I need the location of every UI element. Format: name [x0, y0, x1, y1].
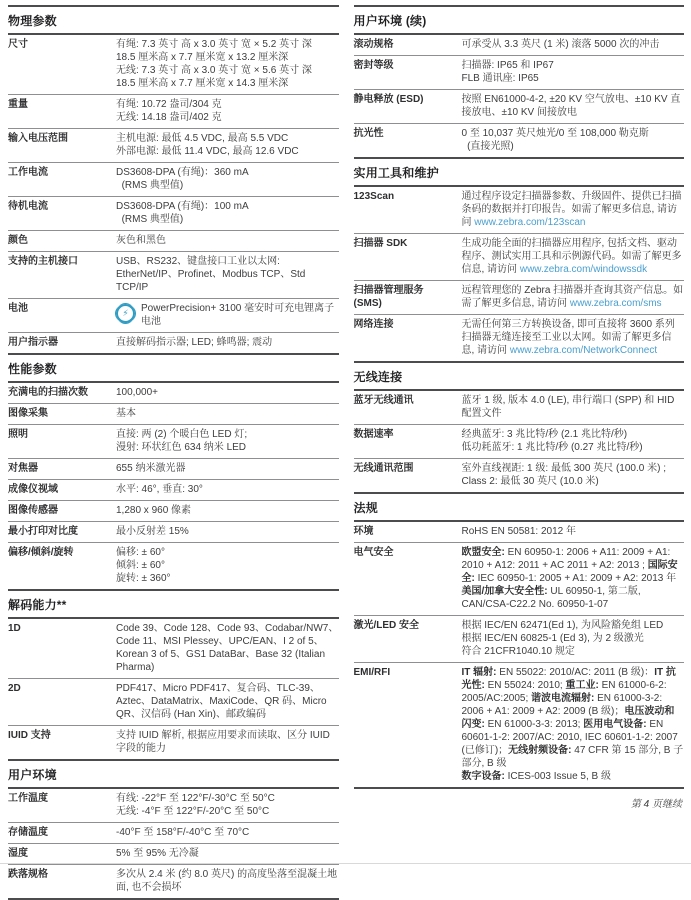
value-line: [116, 572, 339, 585]
value-line: [116, 559, 339, 572]
value-text: EN 61000-6-2: 2005/AC:2005;: [461, 680, 670, 704]
page-bottom-divider: [0, 863, 691, 864]
spec-label: 抗光性: [353, 128, 384, 139]
spec-section: [8, 589, 339, 759]
value-text: 100,000+: [116, 387, 158, 398]
value-text: EN 61000-3-2: 2006 + A1: 2009 + A2: 2009 (B 级)；: [461, 693, 665, 717]
spec-row: [8, 383, 339, 403]
spec-label: 网络连接: [353, 319, 394, 330]
spec-row: [8, 196, 339, 230]
value-text: 水平: 46°, 垂直: 30°: [116, 484, 203, 495]
spec-row: [354, 542, 685, 615]
spec-value: [116, 98, 339, 124]
value-line: [462, 462, 685, 488]
value-line: [462, 59, 685, 72]
value-line: [116, 483, 339, 496]
value-text: 有绳: 7.3 英寸 高 x 3.0 英寸 宽 × 5.2 英寸 深: [116, 39, 312, 50]
value-text: (直接光照): [461, 141, 514, 152]
spec-label: 待机电流: [8, 201, 48, 212]
spec-value: [462, 284, 685, 310]
spec-label: 照明: [8, 429, 28, 440]
value-text: 18.5 厘米高 x 7.7 厘米宽 x 14.3 厘米深: [116, 78, 289, 89]
value-text: 旋转: ± 360°: [116, 573, 171, 584]
value-text: 有线: -22°F 至 122°F/-30°C 至 50°C: [116, 793, 275, 804]
value-text: 国际安全:: [461, 560, 678, 584]
value-text: 无线: -4°F 至 122°F/-20°C 至 50°C: [116, 806, 270, 817]
spec-label: 成像仪视域: [8, 484, 58, 495]
spec-row: [354, 424, 685, 458]
spec-label: EMI/RFI: [353, 667, 391, 678]
section-title: 用户环境 (续): [354, 7, 685, 35]
external-link[interactable]: www.zebra.com/sms: [569, 298, 662, 309]
value-text: 通过程序设定扫描器参数、升级固件、提供已扫描条码的数据并打印报告。如需了解更多信息, 请访问: [461, 191, 682, 228]
value-line: [462, 318, 685, 357]
value-line: [116, 546, 339, 559]
value-line: [462, 546, 685, 585]
spec-label: 对焦器: [8, 463, 38, 474]
value-text: 655 纳米激光器: [116, 463, 186, 474]
value-text: IT 抗光性:: [461, 667, 676, 691]
value-text: 经典蓝牙: 3 兆比特/秒 (2.1 兆比特/秒): [461, 429, 628, 440]
spec-label: 工作温度: [8, 793, 48, 804]
value-line: [116, 729, 339, 755]
value-line: [116, 805, 339, 818]
value-text: 倾斜: ± 60°: [116, 560, 165, 571]
spec-row: [8, 725, 339, 759]
value-text: 数字设备:: [461, 771, 508, 782]
spec-label: 1D: [8, 623, 21, 634]
section-title: 解码能力**: [8, 591, 339, 619]
value-line: [462, 284, 685, 310]
spec-label: 充满电的扫描次数: [8, 387, 88, 398]
spec-row: [354, 123, 685, 157]
spec-value: [116, 847, 339, 860]
spec-label: 图像传感器: [8, 505, 58, 516]
value-line: [116, 111, 339, 124]
spec-row: [8, 542, 339, 589]
spec-label: 扫描器管理服务 (SMS): [353, 285, 424, 309]
value-text: EN 55024: 2010;: [487, 680, 566, 691]
value-text: 偏移: ± 60°: [116, 547, 165, 558]
value-text: 谐波电流辐射:: [531, 693, 598, 704]
value-text: 18.5 厘米高 x 7.7 厘米宽 x 13.2 厘米深: [116, 52, 289, 63]
value-line: [116, 868, 339, 894]
value-line: [116, 462, 339, 475]
value-text: IT 辐射:: [461, 667, 500, 678]
value-line: [116, 792, 339, 805]
spec-label: 扫描器 SDK: [353, 238, 408, 249]
spec-row: [8, 35, 339, 94]
spec-label: 跌落规格: [8, 869, 48, 880]
value-text: 欧盟安全:: [461, 547, 508, 558]
spec-value: [116, 826, 339, 839]
value-line: [116, 622, 339, 674]
spec-value: [462, 394, 685, 420]
value-line: [116, 38, 339, 51]
value-line: [462, 585, 685, 611]
spec-label: 电气安全: [353, 547, 394, 558]
icon-value-wrap: [116, 302, 339, 328]
spec-value: [462, 127, 685, 153]
left-column: [8, 5, 339, 900]
section-title: 法规: [354, 494, 685, 522]
value-line: [462, 190, 685, 229]
value-line: [462, 72, 685, 85]
spec-label: 重量: [8, 99, 28, 110]
spec-value: [462, 237, 685, 276]
value-text: 1,280 x 960 像素: [116, 505, 192, 516]
spec-value: [116, 386, 339, 399]
spec-value: [116, 166, 339, 192]
value-line: [462, 525, 685, 538]
external-link[interactable]: www.zebra.com/123scan: [474, 217, 586, 228]
value-text: 低功耗蓝牙: 1 兆比特/秒 (0.27 兆比特/秒): [461, 442, 643, 453]
spec-row: [354, 233, 685, 280]
value-text: 电压波动和闪变:: [461, 706, 675, 730]
value-line: [462, 770, 685, 783]
spec-value: [116, 504, 339, 517]
value-line: [116, 441, 339, 454]
value-line: [116, 64, 339, 77]
spec-value: [462, 428, 685, 454]
spec-value: [116, 428, 339, 454]
spec-section: [8, 353, 339, 589]
spec-label: IUID 支持: [8, 730, 51, 741]
spec-value: [116, 336, 339, 349]
spec-value: [116, 200, 339, 226]
spec-row: [8, 500, 339, 521]
spec-value: [462, 525, 685, 538]
spec-row: [8, 94, 339, 128]
value-text: 按照 EN61000-4-2, ±20 KV 空气放电、±10 KV 直接放电、±10 KV 间接放电: [461, 94, 681, 118]
section-title: 无线连接: [354, 363, 685, 391]
spec-label: 颜色: [8, 235, 28, 246]
spec-row: [8, 789, 339, 822]
value-line: [116, 826, 339, 839]
spec-value: [116, 546, 339, 585]
value-text: Code 39、Code 128、Code 93、Codabar/NW7、Code 11、MSI Plessey、UPC/EAN、I 2 of 5、Korean 3 of 5、GS1 DataBar、Base 32 (Italian Pharma): [116, 623, 339, 673]
value-line: [462, 666, 685, 770]
spec-label: 用户指示器: [8, 337, 58, 348]
spec-row: [354, 280, 685, 314]
spec-value: [462, 666, 685, 783]
spec-row: [8, 424, 339, 458]
value-line: [462, 38, 685, 51]
value-text: 无线: 14.18 盎司/402 克: [116, 112, 222, 123]
spec-row: [354, 458, 685, 492]
value-line: [116, 51, 339, 64]
spec-value: [116, 682, 339, 721]
spec-value: [116, 38, 339, 90]
value-text: 直接: 两 (2) 个暖白色 LED 灯;: [116, 429, 248, 440]
value-line: [116, 504, 339, 517]
value-line: [116, 145, 339, 158]
spec-label: 滚动规格: [353, 39, 394, 50]
spec-label: 蓝牙无线通讯: [353, 395, 414, 406]
spec-row: [8, 251, 339, 298]
spec-label: 工作电流: [8, 167, 48, 178]
spec-label: 密封等级: [353, 60, 394, 71]
spec-section: [8, 759, 339, 898]
spec-value: [462, 546, 685, 611]
value-text: 蓝牙 1 级, 版本 4.0 (LE), 串行端口 (SPP) 和 HID 配置文件: [461, 395, 678, 419]
value-line: [462, 394, 685, 420]
value-line: [462, 441, 685, 454]
external-link[interactable]: www.zebra.com/windowssdk: [519, 264, 648, 275]
spec-label: 123Scan: [353, 191, 395, 202]
value-text: 美国/加拿大安全性:: [461, 586, 551, 597]
spec-value: [462, 59, 685, 85]
section-title: 实用工具和维护: [354, 159, 685, 187]
spec-row: [8, 298, 339, 332]
spec-section: [8, 5, 339, 353]
spec-label: 数据速率: [353, 429, 394, 440]
spec-label: 2D: [8, 683, 21, 694]
spec-row: [8, 864, 339, 898]
value-text: 基本: [116, 408, 136, 419]
value-text: 0 至 10,037 英尺烛光/0 至 108,000 勒克斯: [461, 128, 649, 139]
spec-value: [116, 255, 339, 294]
spec-row: [8, 458, 339, 479]
spec-row: [354, 187, 685, 233]
value-text: PDF417、Micro PDF417、复合码、TLC-39、Aztec、DataMatrix、MaxiCode、QR 码、Micro QR、汉信码 (Han Xin)、邮政编码: [116, 683, 330, 720]
value-text: 根据 IEC/EN 62471(Ed 1), 为风险豁免组 LED: [461, 620, 664, 631]
left-column-sections: [8, 5, 339, 900]
spec-label: 无线通讯范围: [353, 463, 414, 474]
value-text: PowerPrecision+ 3100 毫安时可充电锂离子电池: [141, 303, 335, 327]
spec-value: [116, 729, 339, 755]
value-text: (RMS 典型值): [116, 214, 184, 225]
value-text: 有绳: 10.72 盎司/304 克: [116, 99, 222, 110]
value-text: 外部电源: 最低 11.4 VDC, 最高 12.6 VDC: [116, 146, 299, 157]
spec-value: [116, 622, 339, 674]
value-text: EN 60950-1: 2006 + A11: 2009 + A1: 2010 + A12: 2011 + AC 2011 + A2: 2013 ;: [461, 547, 674, 571]
value-text: 主机电源: 最低 4.5 VDC, 最高 5.5 VDC: [116, 133, 289, 144]
spec-label: 尺寸: [8, 39, 28, 50]
value-text: (RMS 典型值): [116, 180, 184, 191]
spec-row: [354, 391, 685, 424]
spec-value: [116, 407, 339, 420]
value-line: [116, 179, 339, 192]
spec-value: [116, 525, 339, 538]
value-line: [462, 619, 685, 632]
value-line: [462, 93, 685, 119]
value-text: DS3608-DPA (有绳)：100 mA: [116, 201, 249, 212]
section-title: 用户环境: [8, 761, 339, 789]
spec-row: [8, 822, 339, 843]
spec-value: [116, 868, 339, 894]
spec-label: 电池: [8, 303, 28, 314]
value-line: [116, 525, 339, 538]
spec-row: [354, 89, 685, 123]
spec-row: [8, 332, 339, 353]
right-column-sections: [354, 5, 685, 789]
spec-label: 输入电压范围: [8, 133, 68, 144]
value-text: 多次从 2.4 米 (约 8.0 英尺) 的高度坠落至混凝土地面, 也不会损坏: [116, 869, 338, 893]
two-column-spec-grid: [8, 5, 684, 900]
value-line: [116, 336, 339, 349]
value-line: [116, 847, 339, 860]
value-text: 符合 21CFR1040.10 规定: [461, 646, 575, 657]
value-text: 5% 至 95% 无冷凝: [116, 848, 199, 859]
spec-label: 存储温度: [8, 827, 48, 838]
value-text: 重工业:: [565, 680, 602, 691]
icon-value-text: [141, 302, 339, 328]
value-line: [462, 645, 685, 658]
value-text: EN 55022: 2010/AC: 2011 (B 级)：: [499, 667, 655, 678]
value-line: [116, 213, 339, 226]
spec-label: 图像采集: [8, 408, 48, 419]
value-line: [116, 407, 339, 420]
value-line: [116, 234, 339, 247]
value-text: 远程管理您的 Zebra 扫描器并查询其资产信息。如需了解更多信息, 请访问: [461, 285, 684, 309]
spec-label: 环境: [353, 526, 374, 537]
spec-section: [354, 157, 685, 361]
spec-row: [354, 314, 685, 361]
spec-value: [462, 619, 685, 658]
spec-row: [354, 55, 685, 89]
value-text: 无线射频设备:: [508, 745, 575, 756]
spec-value: [116, 792, 339, 818]
value-line: [141, 302, 339, 328]
spec-label: 偏移/倾斜/旋转: [8, 547, 74, 558]
value-text: EN 61000-3-3: 2013;: [487, 719, 584, 730]
value-text: UL 60950-1, 第二版, CAN/CSA-C22.2 No. 60950-1-07: [461, 586, 644, 610]
spec-label: 最小打印对比度: [8, 526, 78, 537]
page-continuation-note: 第 4 页继续: [630, 799, 682, 810]
powerprecision-battery-icon: ⚡: [116, 304, 135, 323]
value-text: -40°F 至 158°F/-40°C 至 70°C: [116, 827, 250, 838]
value-text: 无线: 7.3 英寸 高 x 3.0 英寸 宽 × 5.6 英寸 深: [116, 65, 312, 76]
external-link[interactable]: www.zebra.com/NetworkConnect: [509, 345, 658, 356]
value-text: 直接解码指示器; LED; 蜂鸣器; 震动: [116, 337, 273, 348]
spec-value: [462, 38, 685, 51]
spec-row: [8, 479, 339, 500]
spec-value: [116, 234, 339, 247]
spec-value: [462, 462, 685, 488]
spec-value: [462, 190, 685, 229]
value-line: [116, 200, 339, 213]
spec-row: [354, 615, 685, 662]
value-text: 支持 IUID 解析, 根据应用要求而读取、区分 IUID 字段的能力: [116, 730, 333, 754]
value-text: 灰色和黑色: [116, 235, 166, 246]
value-line: [116, 132, 339, 145]
spec-value: [462, 318, 685, 357]
spec-label: 激光/LED 安全: [353, 620, 420, 631]
spec-row: [8, 128, 339, 162]
spec-row: [354, 35, 685, 55]
value-line: [462, 428, 685, 441]
spec-row: [8, 843, 339, 864]
value-text: 根据 IEC/EN 60825-1 (Ed 3), 为 2 级激光: [461, 633, 644, 644]
value-text: 无需任何第三方转换设备, 即可直接将 3600 系列扫描器无缝连接至工业以太网。如需了解更多信息, 请访问: [461, 319, 675, 356]
spec-value: [116, 483, 339, 496]
value-line: [462, 127, 685, 140]
value-text: RoHS EN 50581: 2012 年: [461, 526, 577, 537]
value-text: 47 CFR 第 15 部分, B 子部分, B 级: [461, 745, 684, 769]
spec-row: [8, 403, 339, 424]
spec-row: [354, 662, 685, 787]
value-line: [116, 77, 339, 90]
value-line: [116, 682, 339, 721]
spec-label: 湿度: [8, 848, 28, 859]
value-line: [116, 98, 339, 111]
value-text: ICES-003 Issue 5, B 级: [507, 771, 611, 782]
value-text: 漫射: 环状红色 634 纳米 LED: [116, 442, 247, 453]
value-text: USB、RS232、键盘接口工业以太网: EtherNet/IP、Profinet、Modbus TCP、Std TCP/IP: [116, 256, 308, 293]
value-line: [462, 237, 685, 276]
section-title: 物理参数: [8, 7, 339, 35]
value-text: 生成功能全面的扫描器应用程序, 包括文档、驱动程序、测试实用工具和示例源代码。如需了解更多信息, 请访问: [461, 238, 682, 275]
spec-row: [8, 230, 339, 251]
value-line: [462, 632, 685, 645]
spec-value: [116, 302, 339, 328]
spec-value: [116, 462, 339, 475]
spec-section: [354, 5, 685, 157]
spec-row: [354, 522, 685, 542]
value-line: [116, 428, 339, 441]
spec-value: [462, 93, 685, 119]
value-line: [462, 140, 685, 153]
spec-label: 静电释放 (ESD): [353, 94, 424, 105]
spec-section: [354, 361, 685, 492]
spec-row: [8, 619, 339, 678]
value-text: IEC 60950-1: 2005 + A1: 2009 + A2: 2013 年: [477, 573, 677, 584]
spec-label: 支持的主机接口: [8, 256, 78, 267]
value-text: FLB 通讯座: IP65: [461, 73, 539, 84]
section-title: 性能参数: [8, 355, 339, 383]
right-column: [354, 5, 685, 810]
value-text: 可承受从 3.3 英尺 (1 米) 滚落 5000 次的冲击: [461, 39, 660, 50]
value-text: 扫描器: IP65 和 IP67: [461, 60, 554, 71]
value-line: [116, 386, 339, 399]
value-line: [116, 166, 339, 179]
value-text: DS3608-DPA (有绳)：360 mA: [116, 167, 249, 178]
value-line: [116, 255, 339, 294]
spec-row: [8, 162, 339, 196]
value-text: 医用电气设备:: [583, 719, 650, 730]
spec-value: [116, 132, 339, 158]
spec-row: [8, 678, 339, 725]
spec-row: [8, 521, 339, 542]
value-text: 最小反射差 15%: [116, 526, 189, 537]
value-text: EN 60601-1-2: 2007/AC: 2010, IEC 60601-1-2: 2007 (已修订)；: [461, 719, 681, 756]
value-text: 室外直线视距: 1 级: 最低 300 英尺 (100.0 米) ; Class 2: 最低 30 英尺 (10.0 米): [461, 463, 669, 487]
spec-section: [354, 492, 685, 787]
